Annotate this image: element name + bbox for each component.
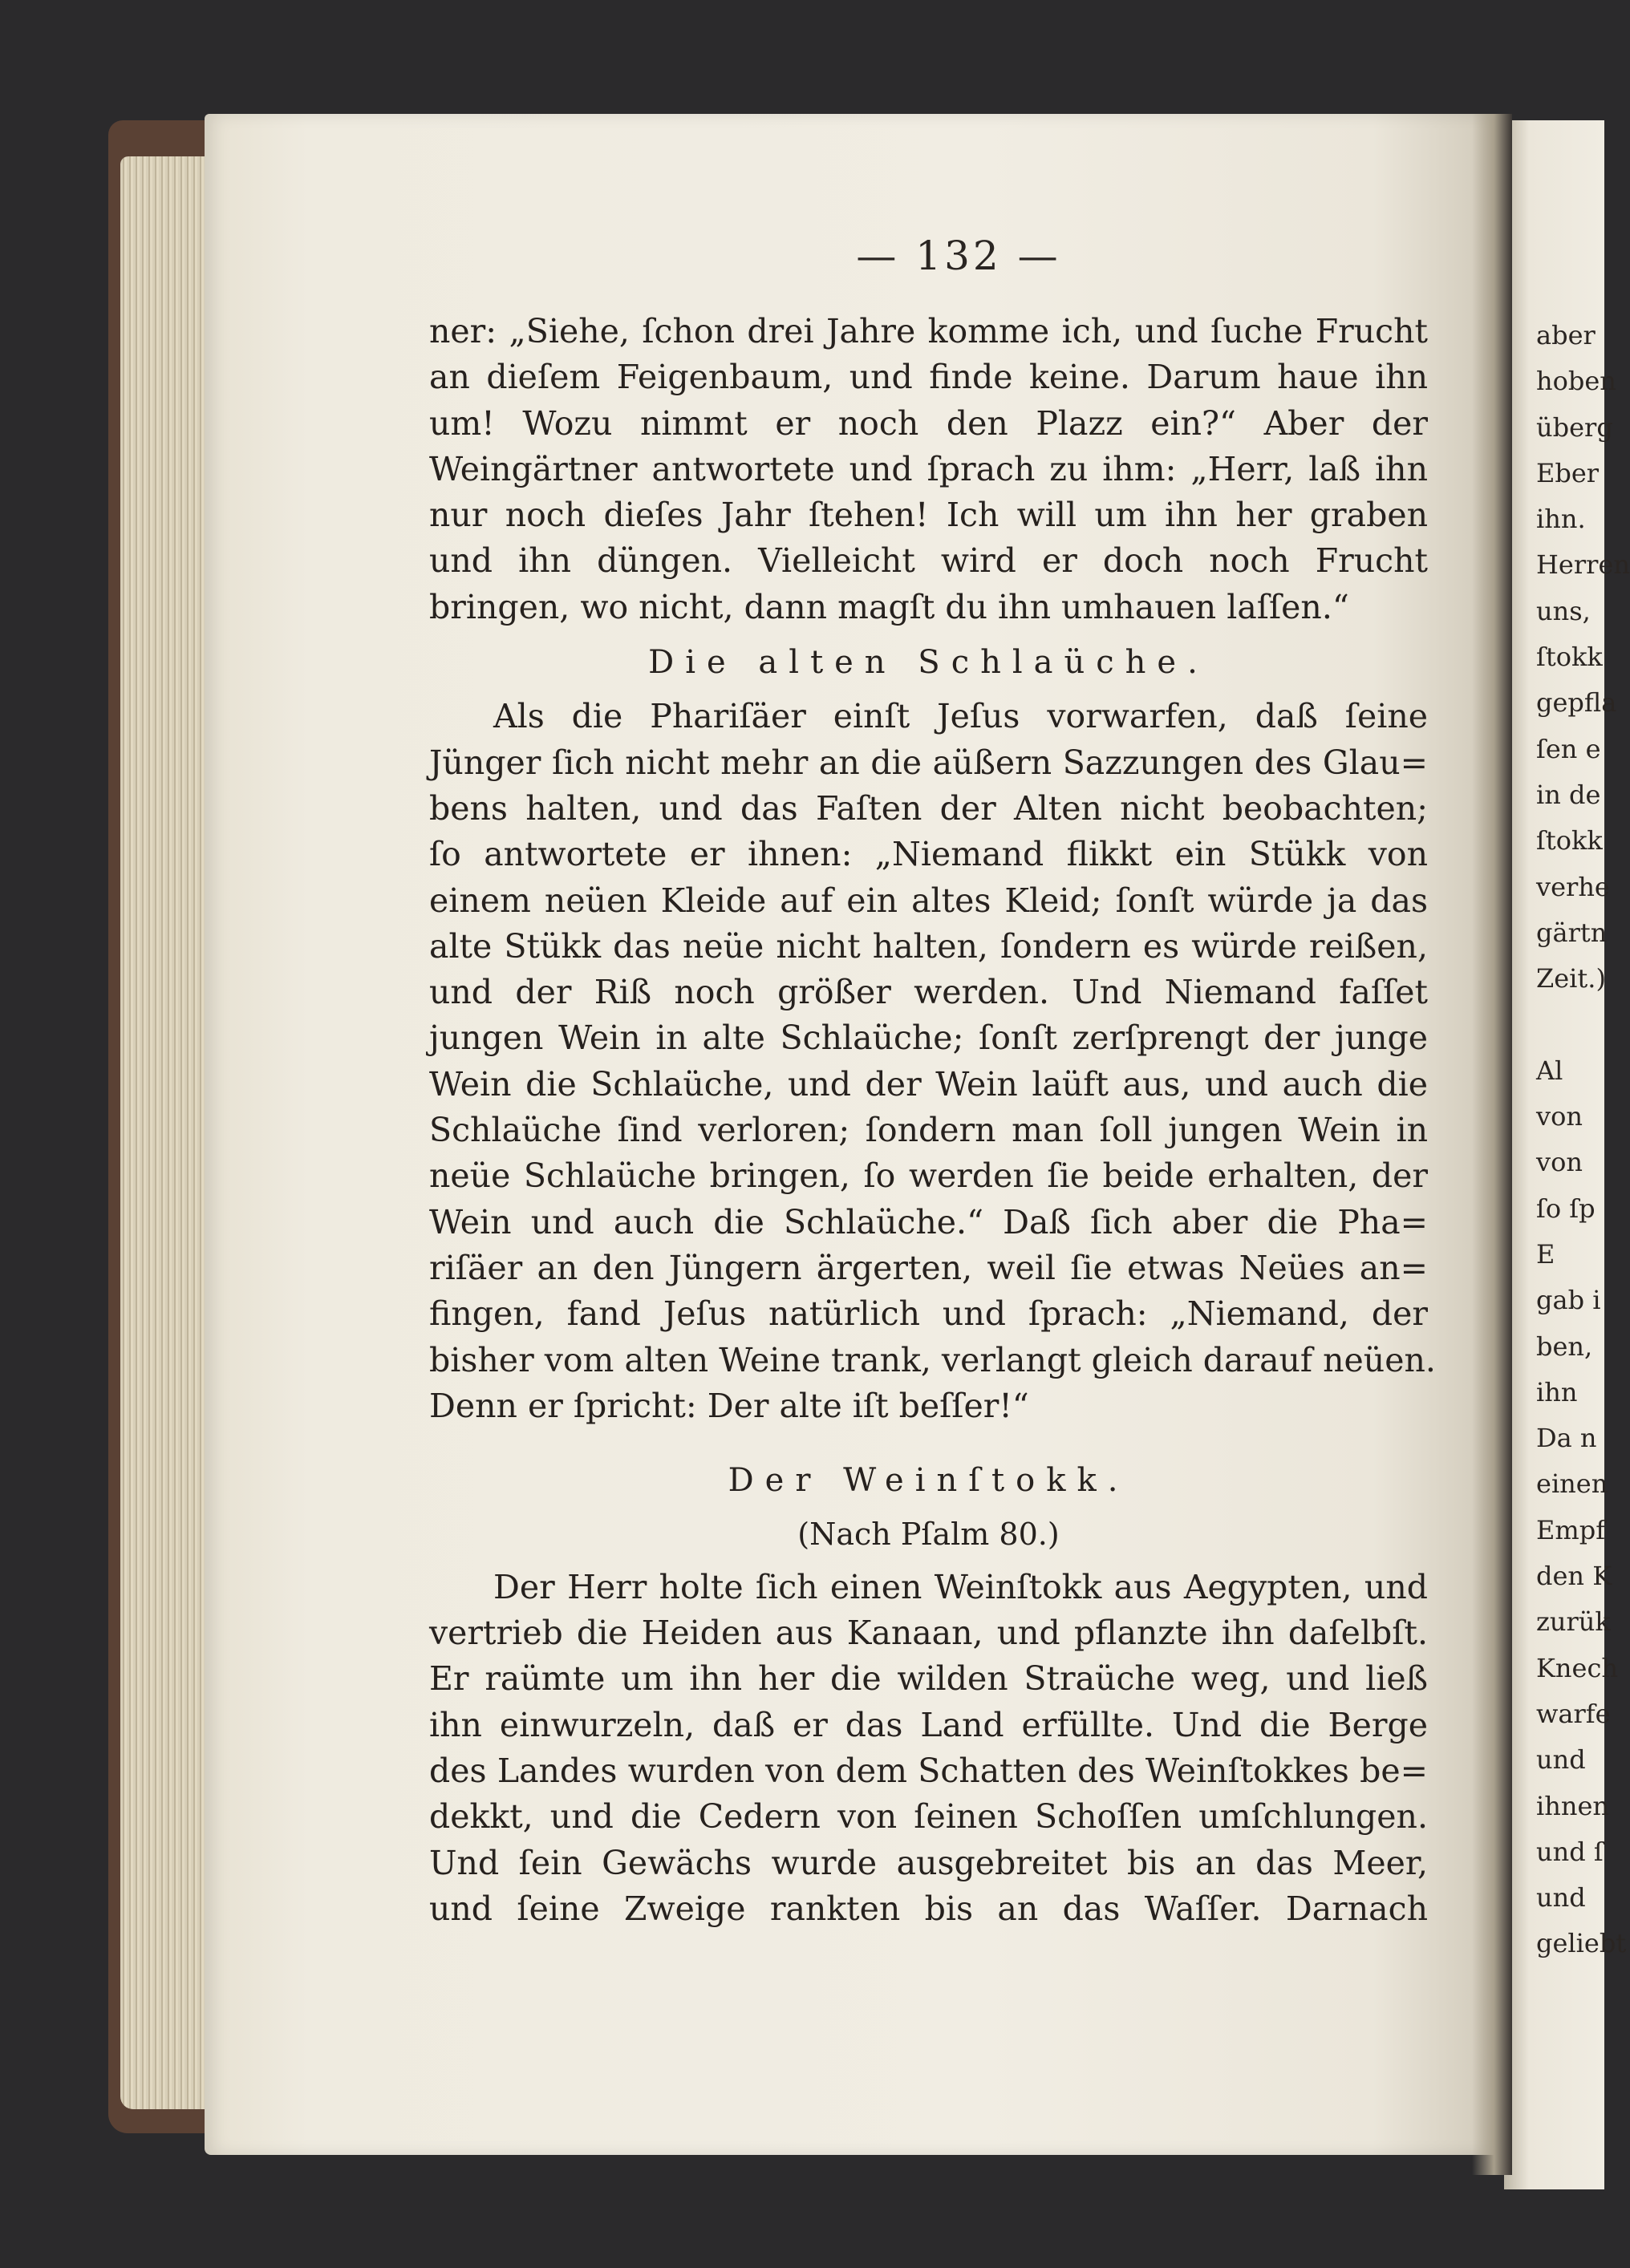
facing-page-text (1536, 313, 1630, 1967)
facing-page-line: gärtn (1536, 917, 1608, 948)
text-line: dekkt, und die Cedern von ſeinen Schoſſen umſchlungen. (429, 1797, 1428, 1837)
facing-page-line: zurük (1536, 1606, 1611, 1638)
text-line: an dieſem Feigenbaum, und finde keine. Darum haue ihn (429, 358, 1428, 397)
page-text (429, 309, 1436, 1932)
text-line: ner: „Siehe, ſchon drei Jahre komme ich, und ſuche Frucht (429, 312, 1428, 350)
text-line: Er raümte um ihn her die wilden Straüche weg, und ließ (429, 1659, 1428, 1699)
text-line: bisher vom alten Weine trank, verlangt gleich darauf neüen. (429, 1340, 1436, 1379)
text-line: neüe Schlaüche bringen, ſo werden ſie beide erhalten, der (429, 1156, 1428, 1196)
text-line: des Landes wurden von dem Schatten des Weinſtokkes be= (429, 1751, 1428, 1790)
facing-page-line: Da n (1536, 1423, 1597, 1454)
text-line: Weingärtner antwortete und ſprach zu ihm: „Herr, laß ihn (429, 449, 1428, 488)
spacer (429, 1429, 1428, 1448)
facing-page-line: uns, (1536, 595, 1591, 626)
text-line: Schlaüche ſind verloren; ſondern man ſoll jungen Wein in (429, 1111, 1428, 1150)
text-line: vertrieb die Heiden aus Kanaan, und pflanzte ihn daſelbſt. (429, 1614, 1428, 1653)
facing-page-line: Eber (1536, 457, 1600, 488)
text-line: Jünger ſich nicht mehr an die aüßern Sazzungen des Glau= (429, 743, 1428, 782)
text-line: fingen, fand Jeſus natürlich und ſprach: „Niemand, der (429, 1294, 1428, 1334)
facing-page-line: hoben (1536, 366, 1616, 397)
text-line: Als die Phariſäer einſt Jeſus vorwarfen, daß ſeine (493, 697, 1428, 736)
text-line: nur noch dieſes Jahr ſtehen! Ich will um ihn her graben (429, 496, 1428, 535)
facing-page-line: überg (1536, 411, 1613, 443)
text-line: jungen Wein in alte Schlaüche; ſonſt zerſprengt der junge (429, 1019, 1428, 1058)
facing-page-line: ihn. (1536, 504, 1586, 535)
facing-page-line: ihnen (1536, 1790, 1609, 1821)
facing-page-line: in de (1536, 779, 1601, 810)
text-line: bens halten, und das Faſten der Alten nicht beobachten; (429, 788, 1428, 828)
section-subheading: (Nach Pſalm 80.) (797, 1517, 1060, 1553)
facing-page-line: ſo ſp (1536, 1193, 1596, 1224)
text-line: und ihn düngen. Vielleicht wird er doch noch Frucht (429, 541, 1428, 581)
text-line: um! Wozu nimmt er noch den Plazz ein?“ Aber der (429, 403, 1428, 443)
section-heading: Die alten Schlaüche. (648, 644, 1209, 682)
facing-page-line: Knech (1536, 1652, 1618, 1683)
facing-page-line: verhe (1536, 871, 1610, 902)
facing-page-line (1536, 1002, 1604, 1047)
facing-page-line: den K (1536, 1561, 1612, 1592)
facing-page-line: gepfla (1536, 687, 1617, 719)
text-line: ſo antwortete er ihnen: „Niemand flikkt ein Stükk von (429, 835, 1428, 874)
text-line: ihn einwurzeln, daß er das Land erfüllte. Und die Berge (429, 1705, 1428, 1744)
facing-page-line: ſtokk (1536, 642, 1603, 673)
facing-page-line: und (1536, 1744, 1586, 1776)
paragraph-vine (429, 1565, 1428, 1932)
facing-page-line: Empf (1536, 1514, 1606, 1545)
text-line: Denn er ſpricht: Der alte iſt beſſer!“ (429, 1386, 1029, 1425)
facing-page-line: geliebt (1536, 1928, 1627, 1959)
book-gutter (1472, 114, 1512, 2175)
facing-page-line: ſen e (1536, 733, 1601, 764)
facing-page-line: von (1536, 1147, 1583, 1178)
text-line: Der Herr holte ſich einen Weinſtokk aus Aegypten, und (493, 1567, 1428, 1606)
facing-page-line: ben, (1536, 1330, 1593, 1362)
facing-page-line: ihn (1536, 1376, 1578, 1407)
facing-page-line: Herren (1536, 549, 1630, 581)
text-line: und der Riß noch größer werden. Und Niemand faſſet (429, 973, 1428, 1012)
text-line: riſäer an den Jüngern ärgerten, weil ſie etwas Neües an= (429, 1248, 1428, 1287)
page-number: — 132 — (856, 233, 1061, 279)
facing-page-line: Al (1536, 1055, 1563, 1086)
facing-page-line: und (1536, 1882, 1586, 1914)
facing-page-line: E (1536, 1238, 1555, 1270)
text-line: einem neüen Kleide auf ein altes Kleid; ſonſt würde ja das (429, 881, 1428, 920)
section-heading: Der Weinſtokk. (728, 1462, 1129, 1500)
facing-page-line: gab i (1536, 1285, 1601, 1316)
text-line: Wein und auch die Schlaüche.“ Daß ſich aber die Pha= (429, 1202, 1428, 1241)
facing-page-line: ſtokk (1536, 825, 1603, 857)
facing-page-line: warfe (1536, 1698, 1611, 1729)
text-line: und ſeine Zweige rankten bis an das Waſſer. Darnach (429, 1889, 1428, 1928)
text-line: bringen, wo nicht, dann magſt du ihn umhauen laſſen.“ (429, 587, 1349, 626)
text-line: alte Stükk das neüe nicht halten, ſondern es würde reißen, (429, 926, 1428, 966)
facing-page-line: einen (1536, 1468, 1608, 1500)
paragraph-old-wineskins (429, 694, 1436, 1429)
text-line: Und ſein Gewächs wurde ausgebreitet bis an das Meer, (429, 1843, 1428, 1882)
facing-page-line: aber (1536, 320, 1596, 350)
text-line: Wein die Schlaüche, und der Wein laüft aus, und auch die (429, 1064, 1428, 1104)
facing-page-line: Zeit.) (1536, 963, 1606, 994)
facing-page-line: von (1536, 1101, 1583, 1132)
facing-page-line: und ſ (1536, 1836, 1604, 1867)
paragraph-fig-tree (429, 309, 1428, 630)
